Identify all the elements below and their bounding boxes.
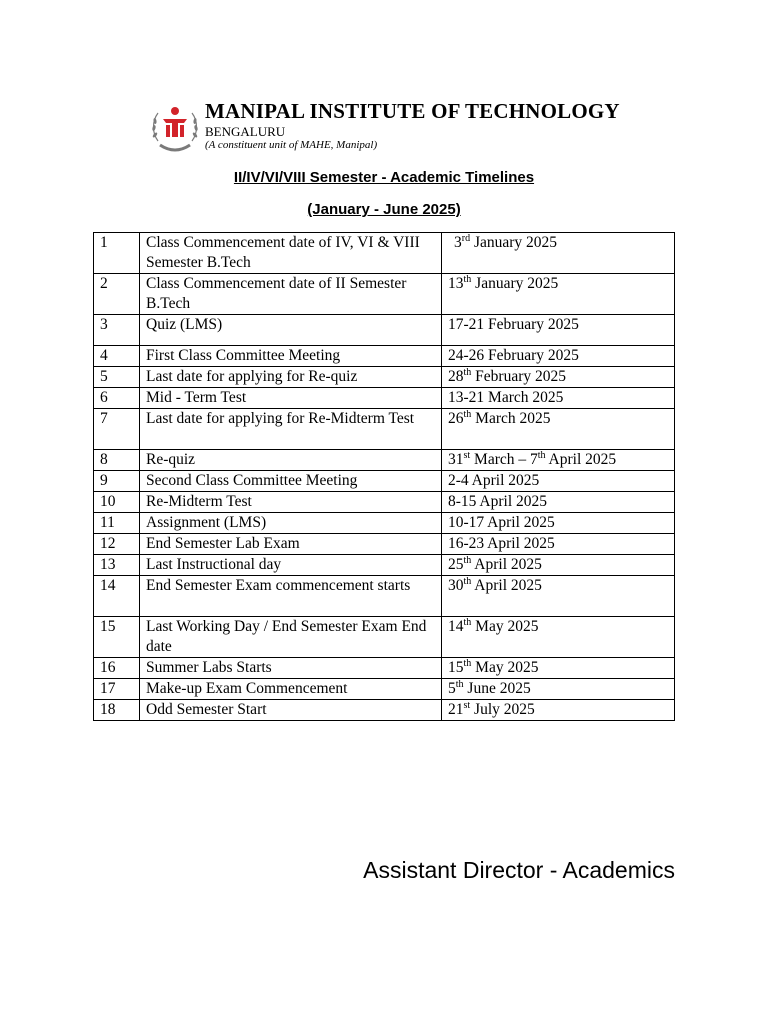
event-date bbox=[442, 555, 675, 576]
row-number: 9 bbox=[94, 471, 140, 492]
date-sup: th bbox=[463, 273, 472, 285]
row-number: 17 bbox=[94, 679, 140, 700]
date-day: 31 bbox=[448, 451, 464, 468]
table-row bbox=[94, 700, 675, 721]
event-name: Assignment (LMS) bbox=[140, 513, 442, 534]
event-date: 17-21 February 2025 bbox=[442, 315, 675, 346]
date-rest: March – 7 bbox=[470, 451, 538, 468]
date-rest2: April 2025 bbox=[545, 451, 617, 468]
event-date bbox=[442, 233, 675, 274]
event-name: Re-quiz bbox=[140, 450, 442, 471]
row-number: 12 bbox=[94, 534, 140, 555]
event-name: Last Instructional day bbox=[140, 555, 442, 576]
table-row bbox=[94, 617, 675, 658]
event-name: Summer Labs Starts bbox=[140, 658, 442, 679]
date-sup: th bbox=[463, 657, 472, 669]
event-name: Class Commencement date of II Semester B.Tech bbox=[140, 274, 442, 315]
table-row bbox=[94, 274, 675, 315]
event-name: End Semester Exam commencement starts bbox=[140, 576, 442, 617]
table-row bbox=[94, 388, 675, 409]
timeline-table bbox=[93, 232, 675, 721]
event-date bbox=[442, 450, 675, 471]
date-rest: April 2025 bbox=[471, 577, 542, 594]
letterhead bbox=[148, 99, 668, 159]
event-date: 16-23 April 2025 bbox=[442, 534, 675, 555]
table-row bbox=[94, 450, 675, 471]
institute-logo-icon bbox=[148, 101, 202, 155]
row-number: 11 bbox=[94, 513, 140, 534]
row-number: 4 bbox=[94, 346, 140, 367]
table-row bbox=[94, 576, 675, 617]
event-date bbox=[442, 367, 675, 388]
table-row bbox=[94, 233, 675, 274]
date-sup: th bbox=[463, 616, 472, 628]
event-name: Quiz (LMS) bbox=[140, 315, 442, 346]
event-name: Last date for applying for Re-Midterm Test bbox=[140, 409, 442, 450]
event-date bbox=[442, 409, 675, 450]
row-number: 8 bbox=[94, 450, 140, 471]
event-name: Make-up Exam Commencement bbox=[140, 679, 442, 700]
event-date bbox=[442, 274, 675, 315]
date-day: 28 bbox=[448, 368, 464, 385]
table-row bbox=[94, 534, 675, 555]
row-number: 2 bbox=[94, 274, 140, 315]
date-rest: May 2025 bbox=[471, 659, 539, 676]
event-name: End Semester Lab Exam bbox=[140, 534, 442, 555]
table-row bbox=[94, 555, 675, 576]
date-day: 5 bbox=[448, 680, 456, 697]
event-date: 8-15 April 2025 bbox=[442, 492, 675, 513]
table-row bbox=[94, 409, 675, 450]
event-date bbox=[442, 700, 675, 721]
date-sup: st bbox=[463, 449, 471, 461]
event-name: Class Commencement date of IV, VI & VIII Semester B.Tech bbox=[140, 233, 442, 274]
date-day: 30 bbox=[448, 577, 464, 594]
date-rest: June 2025 bbox=[463, 680, 531, 697]
date-sup: th bbox=[463, 575, 472, 587]
date-rest: January 2025 bbox=[470, 234, 558, 251]
event-name: Re-Midterm Test bbox=[140, 492, 442, 513]
table-row bbox=[94, 471, 675, 492]
signature: Assistant Director - Academics bbox=[363, 857, 675, 883]
table-row bbox=[94, 658, 675, 679]
date-day: 26 bbox=[448, 410, 464, 427]
institute-name: MANIPAL INSTITUTE OF TECHNOLOGY bbox=[205, 99, 620, 123]
event-date bbox=[442, 576, 675, 617]
event-date: 24-26 February 2025 bbox=[442, 346, 675, 367]
date-sup2: th bbox=[537, 449, 546, 461]
date-day: 21 bbox=[448, 701, 464, 718]
date-rest: May 2025 bbox=[471, 618, 539, 635]
row-number: 18 bbox=[94, 700, 140, 721]
row-number: 1 bbox=[94, 233, 140, 274]
date-day: 25 bbox=[448, 556, 464, 573]
page-title: II/IV/VI/VIII Semester - Academic Timelines bbox=[233, 169, 535, 186]
event-date: 13-21 March 2025 bbox=[442, 388, 675, 409]
date-rest: July 2025 bbox=[470, 701, 535, 718]
event-date bbox=[442, 679, 675, 700]
table-row bbox=[94, 346, 675, 367]
table-row bbox=[94, 679, 675, 700]
event-date: 2-4 April 2025 bbox=[442, 471, 675, 492]
event-name: Odd Semester Start bbox=[140, 700, 442, 721]
row-number: 5 bbox=[94, 367, 140, 388]
date-day: 14 bbox=[448, 618, 464, 635]
date-sup: th bbox=[463, 366, 472, 378]
date-sup: rd bbox=[461, 232, 471, 244]
event-name: Second Class Committee Meeting bbox=[140, 471, 442, 492]
event-name: Last Working Day / End Semester Exam End date bbox=[140, 617, 442, 658]
event-date: 10-17 April 2025 bbox=[442, 513, 675, 534]
table-row bbox=[94, 315, 675, 346]
institute-note: (A constituent unit of MAHE, Manipal) bbox=[205, 139, 378, 151]
event-date bbox=[442, 617, 675, 658]
date-rest: March 2025 bbox=[471, 410, 551, 427]
row-number: 10 bbox=[94, 492, 140, 513]
event-name: Last date for applying for Re-quiz bbox=[140, 367, 442, 388]
event-name: First Class Committee Meeting bbox=[140, 346, 442, 367]
date-rest: January 2025 bbox=[471, 275, 559, 292]
row-number: 7 bbox=[94, 409, 140, 450]
date-rest: April 2025 bbox=[471, 556, 542, 573]
row-number: 14 bbox=[94, 576, 140, 617]
row-number: 6 bbox=[94, 388, 140, 409]
date-sup: th bbox=[463, 554, 472, 566]
row-number: 16 bbox=[94, 658, 140, 679]
table-row bbox=[94, 513, 675, 534]
row-number: 13 bbox=[94, 555, 140, 576]
date-rest: February 2025 bbox=[471, 368, 566, 385]
row-number: 3 bbox=[94, 315, 140, 346]
date-sup: st bbox=[463, 699, 471, 711]
date-sup: th bbox=[455, 678, 464, 690]
date-sup: th bbox=[463, 408, 472, 420]
date-day: 15 bbox=[448, 659, 464, 676]
event-name: Mid - Term Test bbox=[140, 388, 442, 409]
row-number: 15 bbox=[94, 617, 140, 658]
table-row bbox=[94, 492, 675, 513]
table-row bbox=[94, 367, 675, 388]
date-day: 3 bbox=[454, 234, 462, 251]
event-date bbox=[442, 658, 675, 679]
page-subtitle: (January - June 2025) bbox=[307, 201, 461, 218]
date-day: 13 bbox=[448, 275, 464, 292]
institute-city: BENGALURU bbox=[205, 124, 286, 139]
